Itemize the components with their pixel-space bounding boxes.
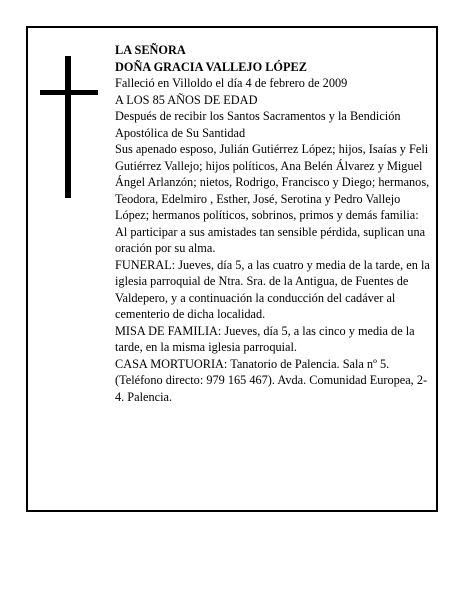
cross-icon [40,56,98,198]
funeral-info: FUNERAL: Jueves, día 5, a las cuatro y media de la tarde, en la iglesia parroquial de Ntra. Sra. de la Antigua, de Fuentes de Valdepero, y a continuación la conducción del cadáver al cementerio de dicha localidad. [115,257,430,321]
family-mass-info: MISA DE FAMILIA: Jueves, día 5, a las cinco y media de la tarde, en la misma iglesia parroquial. [115,323,415,354]
death-place-date: Falleció en Villoldo el día 4 de febrero de 2009 [115,76,348,90]
sacraments-line: Después de recibir los Santos Sacramentos y la Bendición Apostólica de Su Santidad [115,109,401,140]
title-la-senora: LA SEÑORA [115,43,186,57]
obituary-notice [26,26,438,512]
notice-text [115,42,433,405]
deceased-name: DOÑA GRACIA VALLEJO LÓPEZ [115,59,307,74]
age-line: A LOS 85 AÑOS DE EDAD [115,92,258,107]
prayer-request: Al participar a sus amistades tan sensible pérdida, suplican una oración por su alma. [115,224,426,255]
mortuary-info: CASA MORTUORIA: Tanatorio de Palencia. Sala nº 5. (Teléfono directo: 979 165 467). Avda. Comunidad Europea, 2-4. Palencia. [115,356,428,404]
cross-horizontal-bar [40,90,98,95]
family-paragraph: Sus apenado esposo, Julián Gutiérrez López; hijos, Isaías y Feli Gutiérrez Vallejo; hijos políticos, Ana Belén Álvarez y Miguel Ángel Arlanzón; nietos, Rodrigo, Francisco y Diego; hermanos, Teodora, Edelmiro , Esther, José, Serotina y Pedro Vallejo López; hermanos políticos, sobrinos, primos y demás familia: [115,142,430,222]
cross-vertical-bar [65,56,71,198]
